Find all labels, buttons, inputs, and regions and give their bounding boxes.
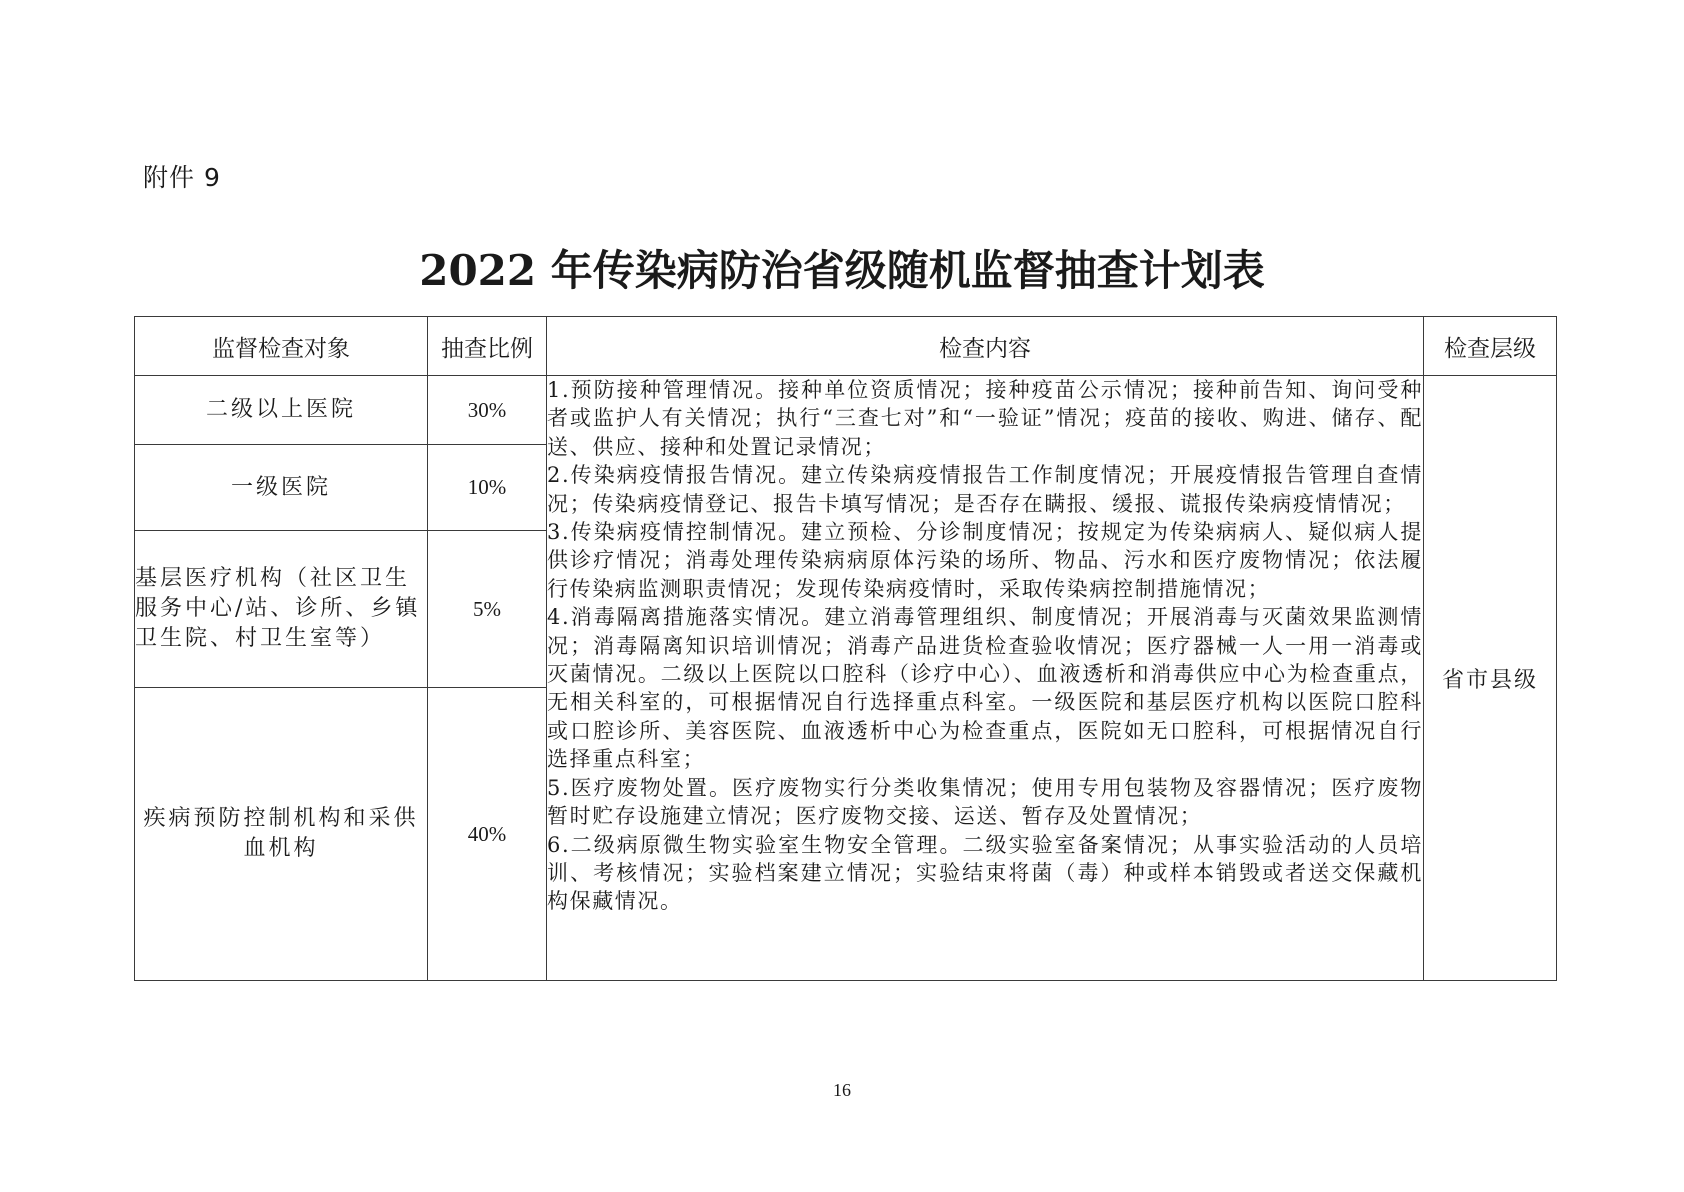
- header-content: 检查内容: [547, 317, 1424, 376]
- table-row: [135, 376, 1557, 445]
- inspection-plan-table: [134, 316, 1557, 981]
- header-target: 监督检查对象: [135, 317, 428, 376]
- header-ratio: 抽查比例: [428, 317, 547, 376]
- table-header-row: [135, 317, 1557, 376]
- target-cell: 二级以上医院: [135, 376, 428, 445]
- content-item: 2.传染病疫情报告情况。建立传染病疫情报告工作制度情况；开展疫情报告管理自查情况；传染病疫情登记、报告卡填写情况；是否存在瞒报、缓报、谎报传染病疫情情况；: [547, 463, 1423, 516]
- content-item: 4.消毒隔离措施落实情况。建立消毒管理组织、制度情况；开展消毒与灭菌效果监测情况；消毒隔离知识培训情况；消毒产品进货检查验收情况；医疗器械一人一用一消毒或灭菌情况。二级以上医院以口腔科（诊疗中心）、血液透析和消毒供应中心为检查重点，无相关科室的，可根据情况自行选择重点科室。一级医院和基层医疗机构以医院口腔科或口腔诊所、美容医院、血液透析中心为检查重点，医院如无口腔科，可根据情况自行选择重点科室；: [547, 605, 1423, 772]
- inspection-content-cell: [547, 376, 1424, 981]
- level-cell: 省市县级: [1424, 376, 1557, 981]
- target-cell: 基层医疗机构（社区卫生服务中心/站、诊所、乡镇卫生院、村卫生室等）: [135, 531, 428, 688]
- content-item: 5.医疗废物处置。医疗废物实行分类收集情况；使用专用包装物及容器情况；医疗废物暂时贮存设施建立情况；医疗废物交接、运送、暂存及处置情况；: [547, 775, 1423, 829]
- content-item: 1.预防接种管理情况。接种单位资质情况；接种疫苗公示情况；接种前告知、询问受种者或监护人有关情况；执行“三查七对”和“一验证”情况；疫苗的接收、购进、储存、配送、供应、接种和处置记录情况；: [547, 378, 1423, 459]
- target-cell: 疾病预防控制机构和采供血机构: [135, 688, 428, 981]
- ratio-cell: 10%: [428, 445, 547, 531]
- content-item: 3.传染病疫情控制情况。建立预检、分诊制度情况；按规定为传染病病人、疑似病人提供诊疗情况；消毒处理传染病病原体污染的场所、物品、污水和医疗废物情况；依法履行传染病监测职责情况；发现传染病疫情时，采取传染病控制措施情况；: [547, 520, 1423, 601]
- target-cell: 一级医院: [135, 445, 428, 531]
- page-number: 16: [833, 1080, 851, 1100]
- content-item: 6.二级病原微生物实验室生物安全管理。二级实验室备案情况；从事实验活动的人员培训、考核情况；实验档案建立情况；实验结束将菌（毒）种或样本销毁或者送交保藏机构保藏情况。: [547, 832, 1423, 914]
- ratio-cell: 40%: [428, 688, 547, 981]
- document-title: 2022 年传染病防治省级随机监督抽查计划表: [419, 246, 1265, 295]
- ratio-cell: 5%: [428, 531, 547, 688]
- ratio-cell: 30%: [428, 376, 547, 445]
- header-level: 检查层级: [1424, 317, 1557, 376]
- attachment-label: 附件 9: [143, 163, 221, 192]
